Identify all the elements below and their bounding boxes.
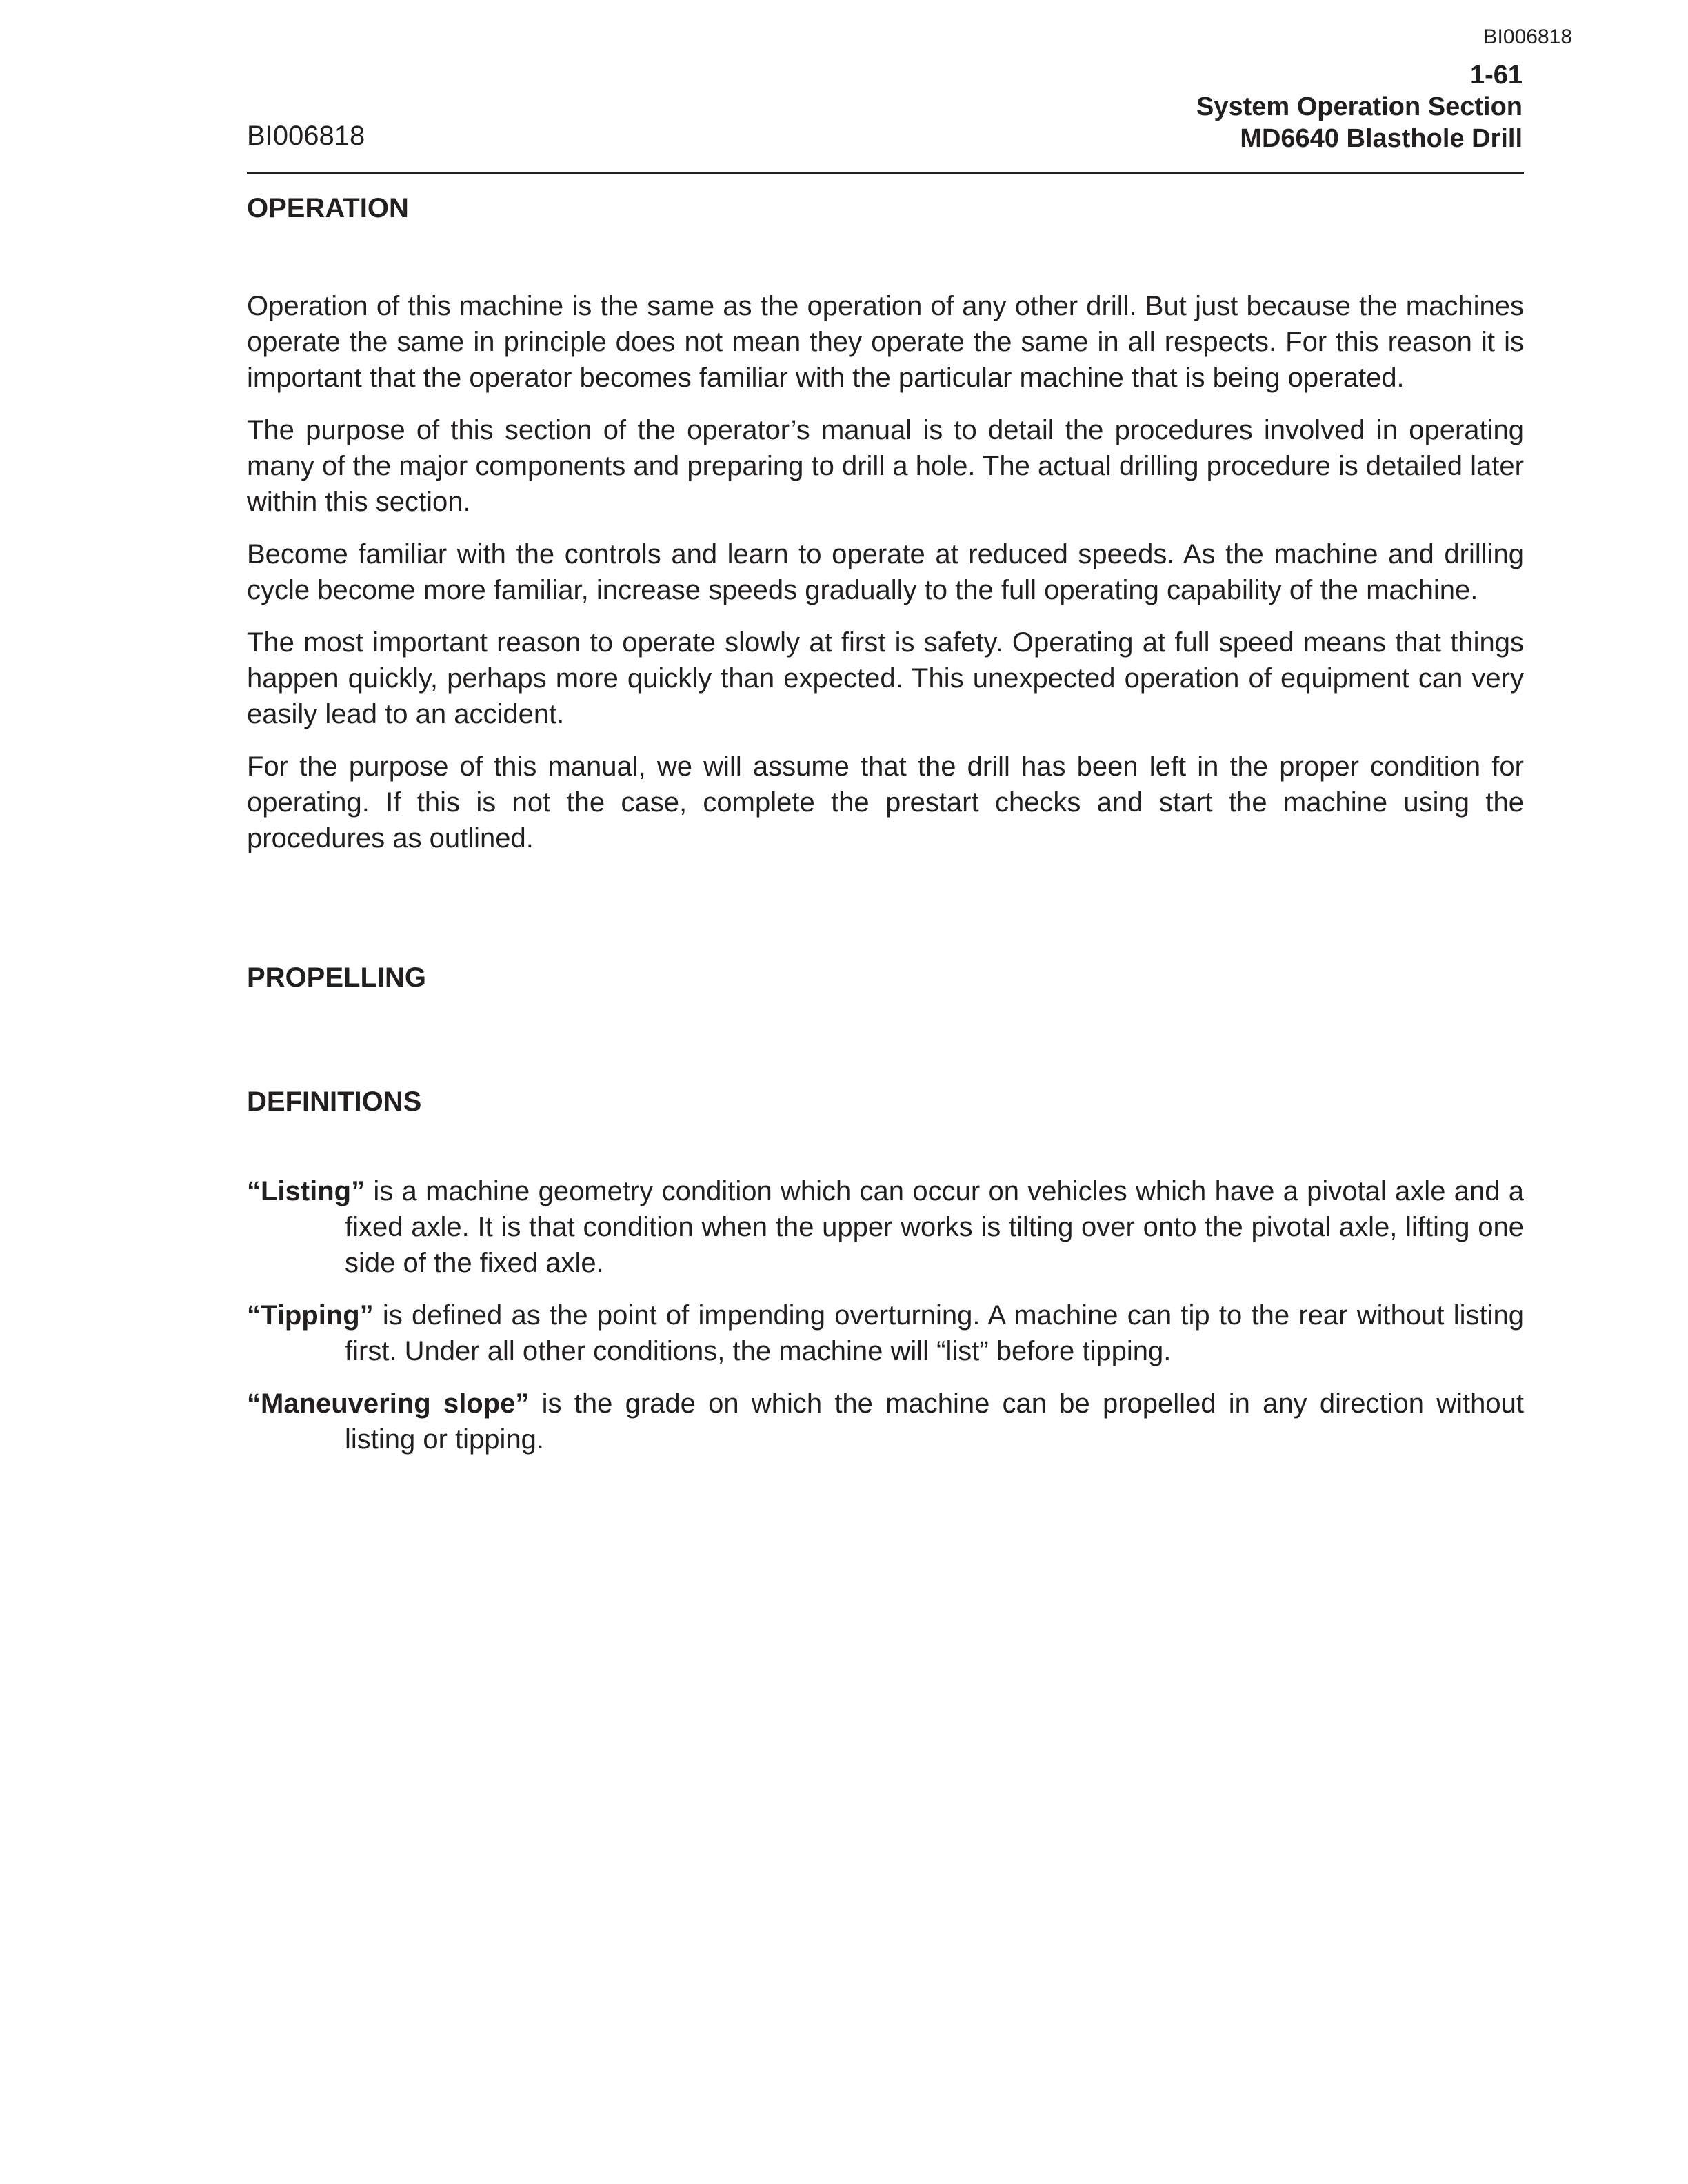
page-number: 1-61 <box>1469 61 1523 90</box>
definition-term: “Maneuvering slope” <box>247 1388 530 1419</box>
definition-text: is the grade on which the machine can be propelled in any direction without listing or tipping. <box>345 1388 1524 1455</box>
document-id: BI006818 <box>247 121 365 151</box>
section-title: System Operation Section <box>1196 92 1523 121</box>
definition-term: “Listing” <box>247 1176 365 1206</box>
definition-text: is defined as the point of impending overturning. A machine can tip to the rear without listing first. Under all other conditions, the machine will “list” before tipping. <box>345 1300 1524 1366</box>
definition-listing <box>247 1173 1524 1281</box>
definition-term: “Tipping” <box>247 1300 374 1331</box>
operation-paragraph: Become familiar with the controls and learn to operate at reduced speeds. As the machine and drilling cycle become more familiar, increase speeds gradually to the full operating capability of the machine. <box>247 539 1524 605</box>
page-header <box>1196 59 1523 154</box>
definition-tipping <box>247 1297 1524 1369</box>
definition-maneuvering-slope <box>247 1386 1524 1457</box>
operation-paragraph: The purpose of this section of the operator’s manual is to detail the procedures involved in operating many of the major components and preparing to drill a hole. The actual drilling procedure is detailed later within this section. <box>247 415 1524 517</box>
operation-paragraph: The most important reason to operate slowly at first is safety. Operating at full speed means that things happen quickly, perhaps more quickly than expected. This unexpected operation of equipment can very easily lead to an accident. <box>247 627 1524 729</box>
header-divider <box>247 172 1524 174</box>
operation-paragraph: Operation of this machine is the same as the operation of any other drill. But just because the machines operate the same in principle does not mean they operate the same in all respects. For this reason it is important that the operator becomes familiar with the particular machine that is being operated. <box>247 291 1524 393</box>
propelling-heading: PROPELLING <box>247 962 427 993</box>
page-body <box>247 190 1524 1457</box>
definitions-heading: DEFINITIONS <box>247 1086 422 1117</box>
operation-paragraph: For the purpose of this manual, we will assume that the drill has been left in the proper condition for operating. If this is not the case, complete the prestart checks and start the machine using the procedures as outlined. <box>247 751 1524 853</box>
operation-heading: OPERATION <box>247 193 409 223</box>
document-id-top: BI006818 <box>1483 26 1572 48</box>
definition-text: is a machine geometry condition which can occur on vehicles which have a pivotal axle and a fixed axle. It is that condition when the upper works is tilting over onto the pivotal axle, lifting one side of the fixed axle. <box>345 1176 1524 1278</box>
product-title: MD6640 Blasthole Drill <box>1240 124 1523 153</box>
